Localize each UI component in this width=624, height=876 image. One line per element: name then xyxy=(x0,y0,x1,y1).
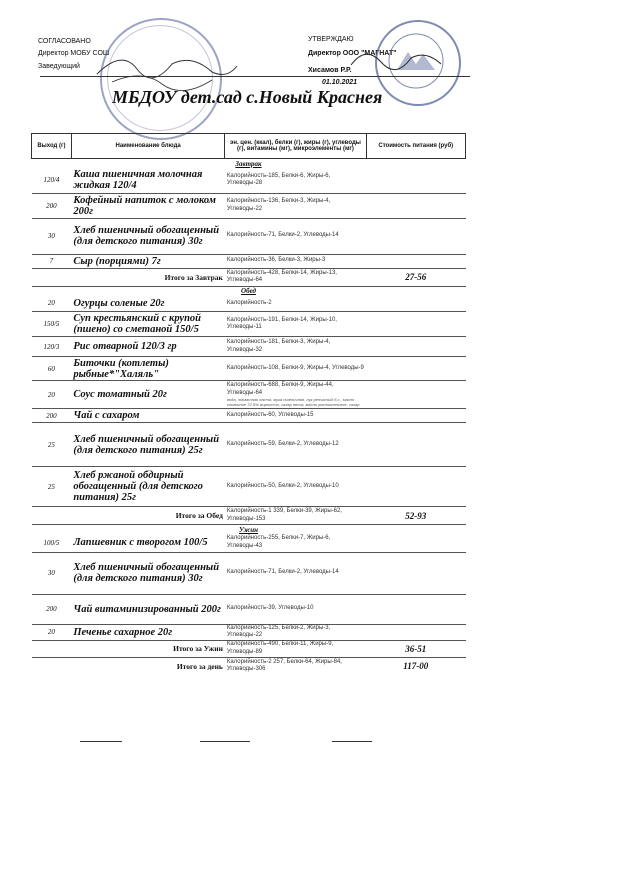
header-dish: Наименование блюда xyxy=(71,134,225,159)
total-label: Итого за Завтрак xyxy=(32,268,225,286)
total-row-lunch xyxy=(32,507,466,525)
grand-total-nutrition: Калорийность-2 257, Белки-64, Жиры-84, Углеводы-306 xyxy=(226,658,342,673)
item-name: Биточки (котлеты) рыбные*"Халяль" xyxy=(71,357,225,381)
item-ingredients-note: вода, томатная паста, мука пшеничная, лук репчатый б.с., масло сливочное 72.5% жирности, сахар песок, масло растительное, сахар xyxy=(226,397,360,407)
item-output: 200 xyxy=(32,594,72,624)
item-name: Соус томатный 20г xyxy=(71,381,225,409)
section-dinner: Ужин xyxy=(239,525,258,534)
item-name: Хлеб пшеничный обогащенный (для детского питания) 25г xyxy=(71,423,225,467)
item-output: 200 xyxy=(32,409,72,423)
item-output: 120/4 xyxy=(32,168,72,193)
total-row-dinner xyxy=(32,640,466,657)
approval-right-position: Директор ООО "МАГНАТ" xyxy=(308,50,397,57)
total-nutrition: Калорийность-428, Белки-14, Жиры-13, Углеводы-64 xyxy=(225,268,366,286)
item-nutrition: Калорийность-60, Углеводы-15 xyxy=(225,409,366,423)
signature-line xyxy=(332,741,372,742)
table-row xyxy=(32,337,466,357)
item-output: 30 xyxy=(32,552,72,594)
item-name: Лапшевник с творогом 100/5 xyxy=(71,534,225,552)
item-output: 60 xyxy=(32,357,72,381)
item-output: 20 xyxy=(32,381,72,409)
table-row xyxy=(32,357,466,381)
item-name: Каша пшеничная молочная жидкая 120/4 xyxy=(71,168,225,193)
section-lunch: Обед xyxy=(241,287,256,295)
item-nutrition xyxy=(225,381,366,409)
item-nutrition: Калорийность-108, Белки-9, Жиры-4, Углеводы-9 xyxy=(225,357,366,381)
signature-right xyxy=(346,40,446,80)
item-nutrition: Калорийность-185, Белки-6, Жиры-6, Углеводы-28 xyxy=(225,168,366,193)
total-label: Итого за Обед xyxy=(32,507,225,525)
item-name: Хлеб пшеничный обогащенный (для детского питания) 30г xyxy=(71,218,225,254)
page-title: МБДОУ дет.сад с.Новый Краснея xyxy=(112,87,383,107)
total-nutrition: Калорийность-1 339, Белки-39, Жиры-62, Углеводы-153 xyxy=(225,507,366,525)
item-nutrition: Калорийность-36, Белки-3, Жиры-3 xyxy=(225,254,366,268)
item-name: Печенье сахарное 20г xyxy=(71,624,225,640)
header-nutrition: эн. цен. (ккал), белки (г), жиры (г), углеводы (г), витамины (мг), микроэлементы (мг) xyxy=(225,134,366,159)
table-row xyxy=(32,296,466,312)
item-output: 120/3 xyxy=(32,337,72,357)
item-nutrition: Калорийность-50, Белки-2, Углеводы-10 xyxy=(225,467,366,507)
item-nutrition-text: Калорийность-688, Белки-9, Жиры-44, Углеводы-64 xyxy=(226,382,334,396)
table-row xyxy=(32,312,466,337)
item-nutrition: Калорийность-71, Белки-2, Углеводы-14 xyxy=(225,552,366,594)
table-row xyxy=(32,423,466,467)
item-nutrition: Калорийность-39, Углеводы-10 xyxy=(225,594,366,624)
grand-total-cost: 117-00 xyxy=(403,661,429,672)
item-nutrition: Калорийность-125, Белки-2, Жиры-3, Углеводы-22 xyxy=(225,624,366,640)
item-nutrition: Калорийность-181, Белки-3, Жиры-4, Углеводы-32 xyxy=(225,337,366,357)
table-row xyxy=(32,193,466,218)
item-output: 25 xyxy=(32,423,72,467)
item-output: 25 xyxy=(32,467,72,507)
item-nutrition: Калорийность-255, Белки-7, Жиры-6, Углеводы-43 xyxy=(225,534,366,552)
item-output: 20 xyxy=(32,624,72,640)
table-row xyxy=(32,624,466,640)
item-name: Сыр (порциями) 7г xyxy=(71,254,225,268)
table-row xyxy=(32,409,466,423)
grand-total-row xyxy=(32,657,466,675)
table-row xyxy=(32,218,466,254)
item-output: 100/5 xyxy=(32,534,72,552)
table-row xyxy=(32,254,466,268)
item-name: Чай с сахаром xyxy=(71,409,225,423)
header-cost: Стоимость питания (руб) xyxy=(366,134,465,159)
total-nutrition: Калорийность-490, Белки-11, Жиры-9, Углеводы-89 xyxy=(225,640,366,657)
header-output: Выход (г) xyxy=(32,134,72,159)
item-output: 200 xyxy=(32,193,72,218)
approval-right-title: УТВЕРЖДАЮ xyxy=(308,36,354,43)
item-nutrition: Калорийность-136, Белки-3, Жиры-4, Углеводы-22 xyxy=(225,193,366,218)
table-row xyxy=(32,168,466,193)
total-row-breakfast xyxy=(32,268,466,286)
approval-left-title: СОГЛАСОВАНО xyxy=(38,38,91,45)
item-output: 30 xyxy=(32,218,72,254)
item-output: 20 xyxy=(32,296,72,312)
item-output: 150/5 xyxy=(32,312,72,337)
approval-right-name: Хисамов Р.Р. xyxy=(308,67,352,74)
item-nutrition: Калорийность-59, Белки-2, Углеводы-12 xyxy=(225,423,366,467)
approval-left-role: Заведующий xyxy=(38,63,80,70)
table-row xyxy=(32,534,466,552)
signature-line xyxy=(80,741,122,742)
table-row xyxy=(32,594,466,624)
menu-table xyxy=(31,133,466,675)
total-cost: 36-51 xyxy=(366,640,465,657)
signature-line xyxy=(200,741,250,742)
item-name: Хлеб ржаной обдирный обогащенный (для детского питания) 25г xyxy=(71,467,225,507)
total-cost: 27-56 xyxy=(366,268,465,286)
item-nutrition: Калорийность-191, Белки-14, Жиры-10, Углеводы-11 xyxy=(225,312,366,337)
item-nutrition: Калорийность-71, Белки-2, Углеводы-14 xyxy=(225,218,366,254)
item-name: Огурцы соленые 20г xyxy=(71,296,225,312)
header-rule xyxy=(40,76,470,77)
section-breakfast: Завтрак xyxy=(235,159,262,168)
table-row xyxy=(32,381,466,409)
table-row xyxy=(32,467,466,507)
item-name: Хлеб пшеничный обогащенный (для детского питания) 30г xyxy=(71,552,225,594)
total-label: Итого за Ужин xyxy=(32,640,225,657)
item-nutrition: Калорийность-2 xyxy=(225,296,366,312)
approval-left-position: Директор МОБУ СОШ xyxy=(38,50,110,57)
item-name: Кофейный напиток с молоком 200г xyxy=(71,193,225,218)
item-name: Рис отварной 120/3 гр xyxy=(71,337,225,357)
table-row xyxy=(32,552,466,594)
grand-total-label: Итого за день xyxy=(176,661,223,671)
item-name: Чай витаминизированный 200г xyxy=(71,594,225,624)
approval-date: 01.10.2021 xyxy=(322,79,358,86)
total-cost: 52-93 xyxy=(366,507,465,525)
item-output: 7 xyxy=(32,254,72,268)
item-name: Суп крестьянский с крупой (пшено) со сметаной 150/5 xyxy=(71,312,225,337)
